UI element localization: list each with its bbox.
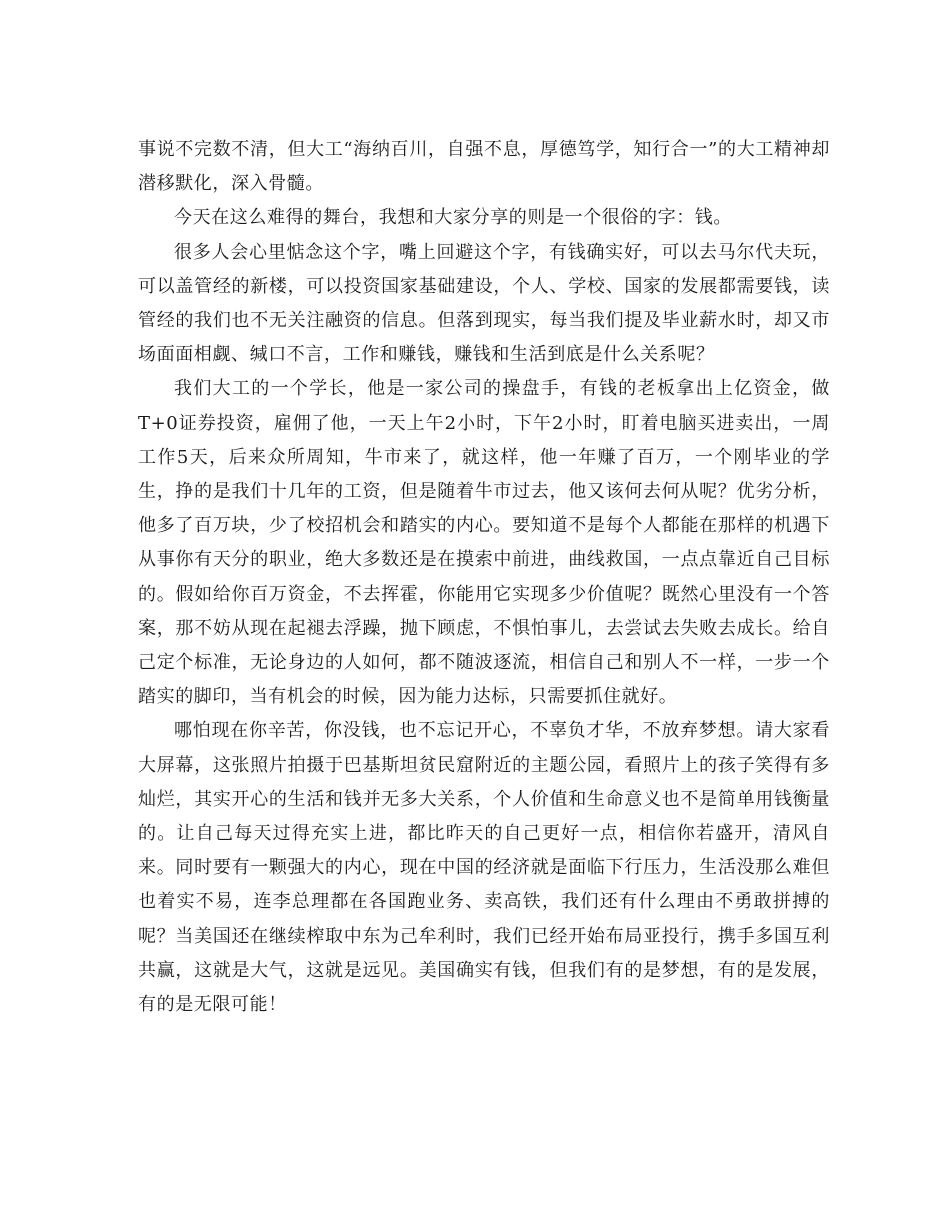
- paragraph-4: 我们大工的一个学长，他是一家公司的操盘手，有钱的老板拿出上亿资金，做T+0证券投资，雇佣了他，一天上午2小时，下午2小时，盯着电脑买进卖出，一周工作5天，后来众所周知，牛市来了，就这样，他一年赚了百万，一个刚毕业的学生，挣的是我们十几年的工资，但是随着牛市过去，他又该何去何从呢？优劣分析，他多了百万块，少了校招机会和踏实的内心。要知道不是每个人都能在那样的机遇下从事你有天分的职业，绝大多数还是在摸索中前进，曲线救国，一点点靠近自己目标的。假如给你百万资金，不去挥霍，你能用它实现多少价值呢？既然心里没有一个答案，那不妨从现在起褪去浮躁，抛下顾虑，不惧怕事儿，去尝试去失败去成长。给自己定个标准，无论身边的人如何，都不随波逐流，相信自己和别人不一样，一步一个踏实的脚印，当有机会的时候，因为能力达标，只需要抓住就好。: [138, 378, 830, 708]
- document-body: [138, 133, 830, 1022]
- paragraph-2: 今天在这么难得的舞台，我想和大家分享的则是一个很俗的字：钱。: [174, 207, 732, 229]
- paragraph-1: 事说不完数不清，但大工“海纳百川，自强不息，厚德笃学，知行合一”的大工精神却潜移默化，深入骨髓。: [138, 139, 830, 195]
- paragraph-5: 哪怕现在你辛苦，你没钱，也不忘记开心，不辜负才华，不放弃梦想。请大家看大屏幕，这张照片拍摄于巴基斯坦贫民窟附近的主题公园，看照片上的孩子笑得有多灿烂，其实开心的生活和钱并无多大关系，个人价值和生命意义也不是简单用钱衡量的。让自己每天过得充实上进，都比昨天的自己更好一点，相信你若盛开，清风自来。同时要有一颗强大的内心，现在中国的经济就是面临下行压力，生活没那么难但也着实不易，连李总理都在各国跑业务、卖高铁，我们还有什么理由不勇敢拼搏的呢？当美国还在继续榨取中东为己牟利时，我们已经开始布局亚投行，携手多国互利共赢，这就是大气，这就是远见。美国确实有钱，但我们有的是梦想，有的是发展，有的是无限可能！: [138, 720, 830, 1016]
- paragraph-3: 很多人会心里惦念这个字，嘴上回避这个字，有钱确实好，可以去马尔代夫玩，可以盖管经的新楼，可以投资国家基础建设，个人、学校、国家的发展都需要钱，读管经的我们也不无关注融资的信息。但落到现实，每当我们提及毕业薪水时，却又市场面面相觑、缄口不言，工作和赚钱，赚钱和生活到底是什么关系呢？: [138, 241, 830, 366]
